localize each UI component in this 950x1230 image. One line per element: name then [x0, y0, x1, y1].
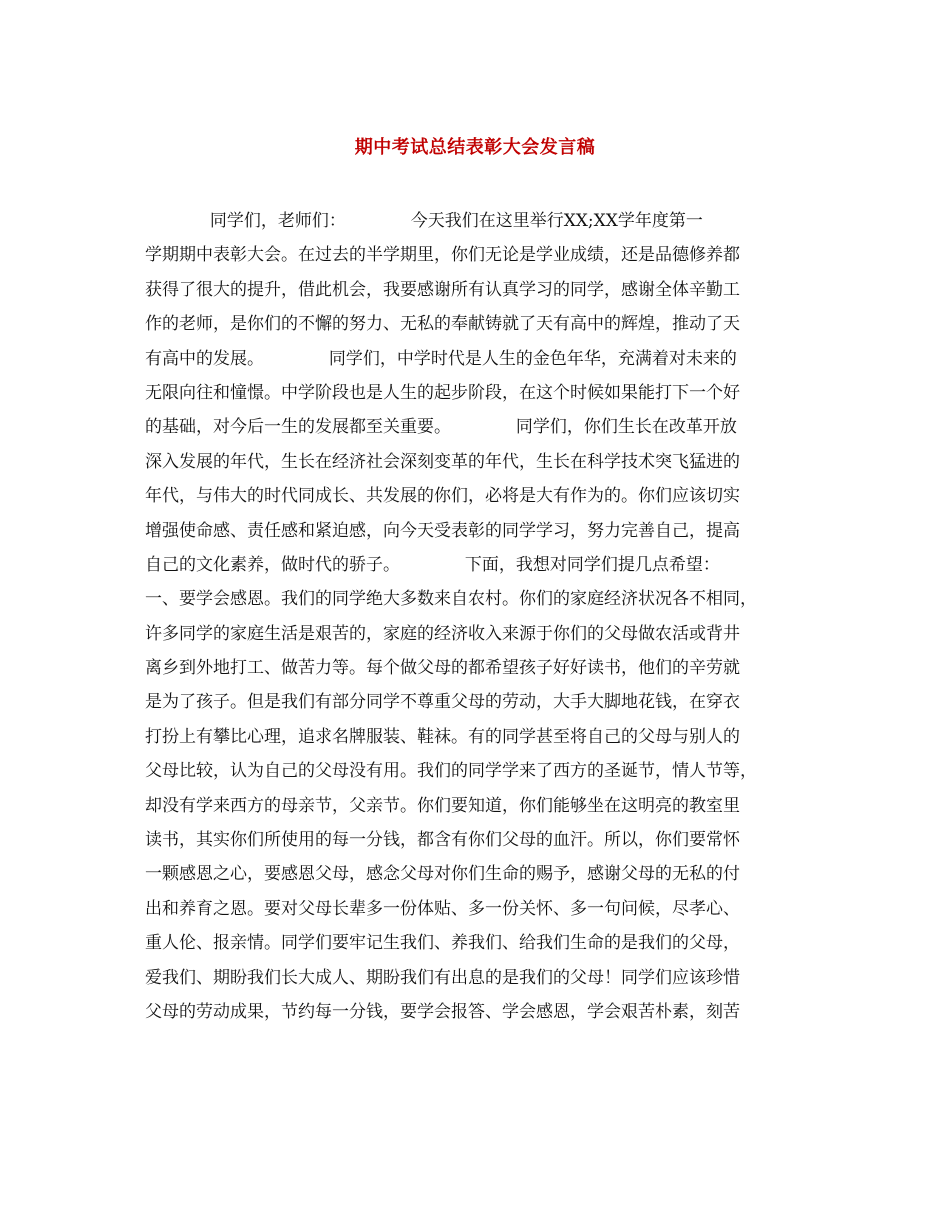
body-line: 的基础，对今后一生的发展都至关重要。 同学们，你们生长在改革开放 [145, 417, 737, 438]
body-line: 有高中的发展。 同学们，中学时代是人生的金色年华，充满着对未来的 [145, 348, 737, 369]
body-line: 获得了很大的提升，借此机会，我要感谢所有认真学习的同学，感谢全体辛勤工 [145, 279, 740, 300]
body-line: 父母的劳动成果，节约每一分钱，要学会报答、学会感恩，学会艰苦朴素，刻苦 [145, 1001, 740, 1022]
body-line: 自己的文化素养，做时代的骄子。 下面，我想对同学们提几点希望： [145, 554, 720, 575]
body-line: 读书，其实你们所使用的每一分钱，都含有你们父母的血汗。所以，你们要常怀 [145, 830, 740, 851]
body-line: 是为了孩子。但是我们有部分同学不尊重父母的劳动，大手大脚地花钱，在穿衣 [145, 692, 740, 713]
body-line: 年代，与伟大的时代同成长、共发展的你们，必将是大有作为的。你们应该切实 [145, 486, 740, 507]
document-title: 期中考试总结表彰大会发言稿 [354, 137, 596, 158]
body-line: 出和养育之恩。要对父母长辈多一份体贴、多一份关怀、多一句问候，尽孝心、 [145, 898, 740, 919]
body-line: 无限向往和憧憬。中学阶段也是人生的起步阶段，在这个时候如果能打下一个好 [145, 382, 740, 403]
body-line: 爱我们、期盼我们长大成人、期盼我们有出息的是我们的父母！同学们应该珍惜 [145, 967, 740, 988]
body-line: 一颗感恩之心，要感恩父母，感念父母对你们生命的赐予，感谢父母的无私的付 [145, 864, 740, 885]
document-body [145, 204, 807, 1029]
body-line: 打扮上有攀比心理，追求名牌服装、鞋袜。有的同学甚至将自己的父母与别人的 [145, 726, 740, 747]
body-line: 作的老师，是你们的不懈的努力、无私的奉献铸就了天有高中的辉煌，推动了天 [145, 314, 740, 335]
body-line: 同学们，老师们： 今天我们在这里举行XX;XX学年度第一 [145, 211, 703, 231]
body-line: 一、要学会感恩。我们的同学绝大多数来自农村。你们的家庭经济状况各不相同， [145, 589, 757, 610]
body-line: 增强使命感、责任感和紧迫感，向今天受表彰的同学学习，努力完善自己，提高 [145, 520, 740, 541]
body-line: 学期期中表彰大会。在过去的半学期里，你们无论是学业成绩，还是品德修养都 [145, 245, 740, 266]
body-line: 离乡到外地打工、做苦力等。每个做父母的都希望孩子好好读书，他们的辛劳就 [145, 658, 740, 679]
body-line: 重人伦、报亲情。同学们要牢记生我们、养我们、给我们生命的是我们的父母， [145, 933, 740, 954]
body-line: 深入发展的年代，生长在经济社会深刻变革的年代，生长在科学技术突飞猛进的 [145, 451, 740, 472]
body-line: 却没有学来西方的母亲节，父亲节。你们要知道，你们能够坐在这明亮的教室里 [145, 795, 740, 816]
body-line: 父母比较，认为自己的父母没有用。我们的同学学来了西方的圣诞节，情人节等， [145, 761, 757, 782]
body-line: 许多同学的家庭生活是艰苦的，家庭的经济收入来源于你们的父母做农活或背井 [145, 623, 740, 644]
